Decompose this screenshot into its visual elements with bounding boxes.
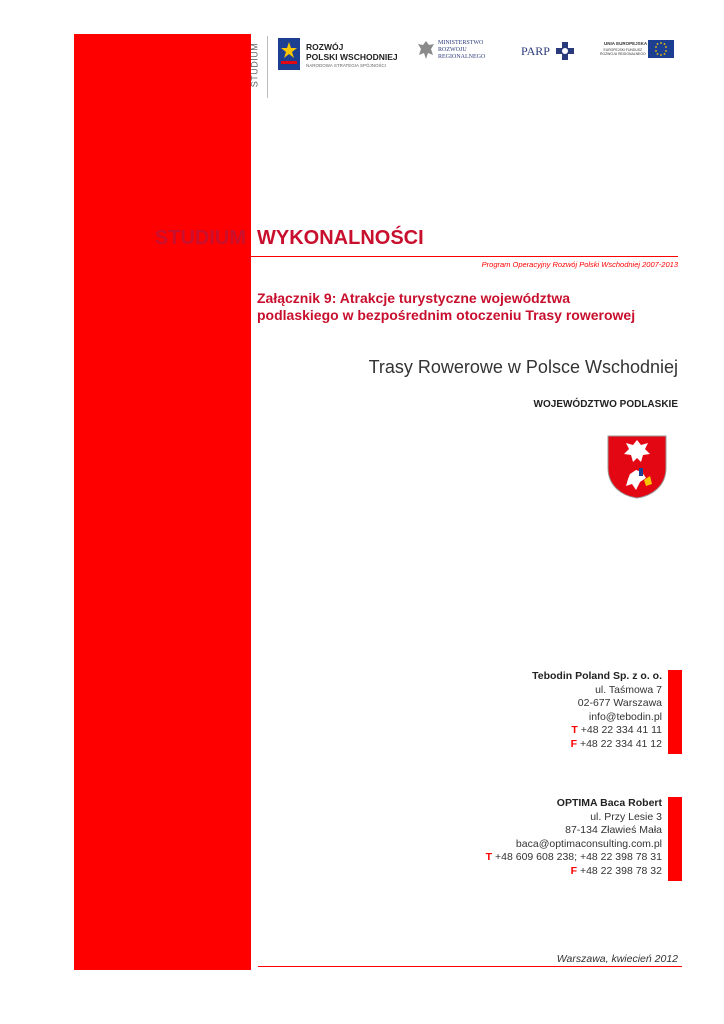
parp-emblem-icon (555, 41, 575, 61)
eu-flag-icon (648, 40, 674, 58)
contact-city: 87-134 Zławieś Mała (565, 824, 662, 836)
rpw-emblem-icon (276, 36, 302, 72)
contact-city: 02-677 Warszawa (577, 697, 662, 709)
contact-street: ul. Przy Lesie 3 (590, 810, 662, 823)
parp-logo: PARP (519, 40, 579, 64)
contact-marker (668, 797, 682, 881)
program-name: Program Operacyjny Rozwój Polski Wschodniej 2007-2013 (481, 260, 678, 269)
contact-street: ul. Taśmowa 7 (595, 683, 662, 696)
contact-phone: T +48 22 334 41 11 (571, 724, 662, 736)
contact-optima (486, 797, 662, 878)
red-side-band (74, 34, 251, 970)
footer-line (258, 966, 682, 967)
eu-logo: UNIA EUROPEJSKA EUROPEJSKI FUNDUSZ ROZWOJU REGIONALNEGO (598, 40, 678, 60)
studium-vertical-label: STUDIUM (249, 42, 260, 88)
contact-tebodin (532, 670, 662, 751)
header-divider (267, 36, 268, 98)
region-label: WOJEWÓDZTWO PODLASKIE (533, 399, 678, 410)
contact-email[interactable]: baca@optimaconsulting.com.pl (515, 837, 662, 850)
contact-name: OPTIMA Baca Robert (556, 797, 662, 809)
place-date: Warszawa, kwiecień 2012 (556, 953, 678, 965)
contact-name: Tebodin Poland Sp. z o. o. (532, 670, 662, 682)
contact-marker (668, 670, 682, 754)
contact-phone: T +48 609 608 238; +48 22 398 78 31 (485, 851, 662, 863)
rozwoj-polski-wschodniej-logo: ROZWÓJ POLSKI WSCHODNIEJ NARODOWA STRATEGIA SPÓJNOŚCI (276, 36, 396, 76)
podlaskie-coat-of-arms-icon (606, 434, 668, 500)
title-underline (128, 256, 678, 257)
title-studium: STUDIUM (154, 227, 246, 249)
document-subtitle: Trasy Rowerowe w Polsce Wschodniej (368, 357, 678, 377)
contact-fax: F +48 22 334 41 12 (570, 737, 662, 750)
eagle-icon (416, 38, 436, 62)
annex-title: Załącznik 9: Atrakcje turystyczne województwa podlaskiego w bezpośrednim otoczeniu Trasy rowerowej (257, 290, 636, 323)
contact-fax: F +48 22 398 78 32 (570, 864, 662, 877)
title-wykonalnosci: WYKONALNOŚCI (257, 227, 424, 249)
contact-email[interactable]: info@tebodin.pl (588, 710, 662, 723)
ministerstwo-rozwoju-regionalnego-logo: MINISTERSTWO ROZWOJU REGIONALNEGO (416, 38, 506, 68)
